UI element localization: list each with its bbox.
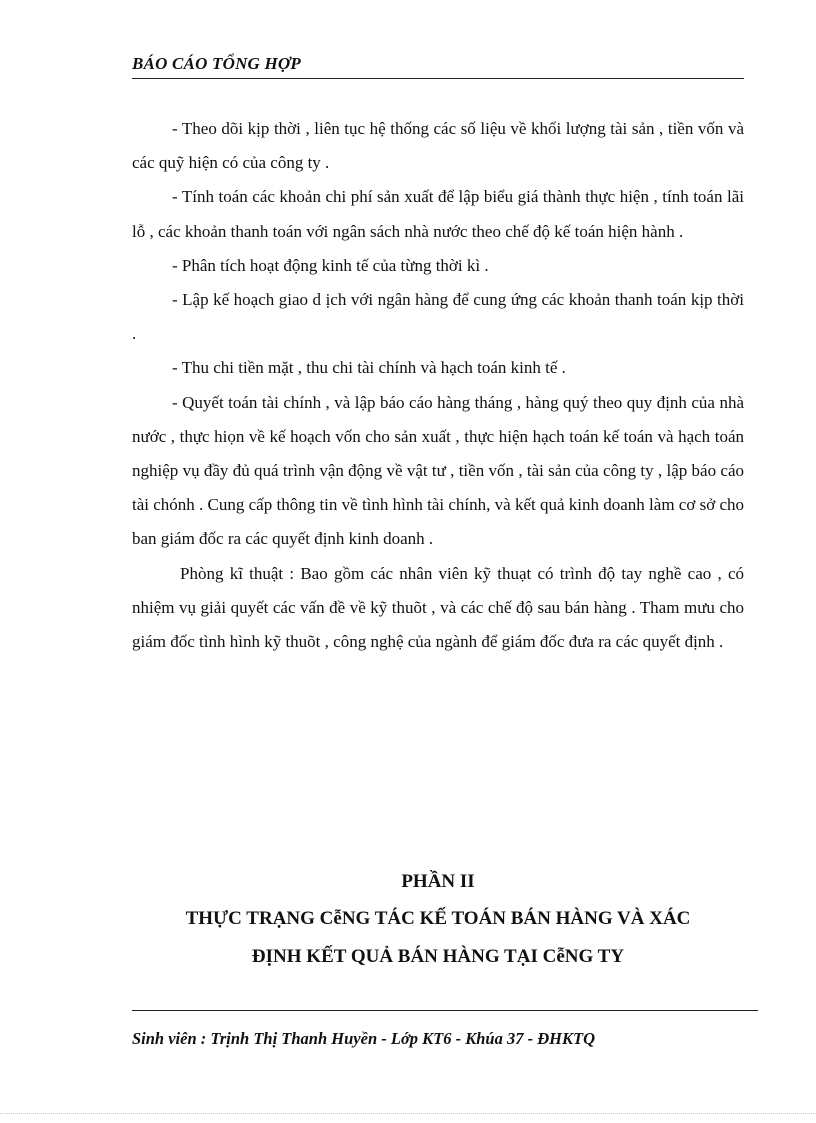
page-edge-divider	[0, 1113, 816, 1114]
paragraph: - Lập kế hoạch giao d ịch với ngân hàng để cung ứng các khoản thanh toán kịp thời .	[132, 290, 744, 344]
body-text	[132, 112, 744, 659]
paragraph: - Phân tích hoạt động kinh tế của từng thời kì .	[172, 255, 489, 275]
section-title-line-2: ĐỊNH KẾT QUẢ BÁN HÀNG TẠI CễNG TY	[251, 946, 625, 967]
page-header	[132, 52, 744, 79]
section-title-line-1: THỰC TRẠNG CễNG TÁC KẾ TOÁN BÁN HÀNG VÀ XÁC	[185, 908, 691, 929]
header-title: BÁO CÁO TỔNG HỢP	[132, 54, 301, 73]
section-heading: PHẦN II	[401, 871, 475, 892]
paragraph: - Tính toán các khoản chi phí sản xuất để lập biểu giá thành thực hiện , tính toán lãi lỗ , các khoản thanh toán với ngân sách nhà nước theo chế độ kế toán hiện hành .	[132, 187, 744, 241]
paragraph: - Theo dõi kịp thời , liên tục hệ thống các số liệu về khối lượng tài sản , tiền vốn và các quỹ hiện có của công ty .	[132, 119, 744, 173]
footer-text: Sinh viên : Trịnh Thị Thanh Huyền - Lớp KT6 - Khúa 37 - ĐHKTQ	[132, 1029, 595, 1048]
paragraph: - Thu chi tiền mặt , thu chi tài chính và hạch toán kinh tế .	[172, 358, 566, 378]
paragraph: Phòng kĩ thuật : Bao gồm các nhân viên kỹ thuạt có trình độ tay nghề cao , có nhiệm vụ giải quyết các vấn đề về kỹ thuõt , và các chế độ sau bán hàng . Tham mưu cho giám đốc tình hình kỹ thuõt , công nghệ của ngành để giám đốc đưa ra các quyết định .	[132, 563, 744, 652]
page-footer	[132, 1010, 758, 1048]
paragraph: - Quyết toán tài chính , và lập báo cáo hàng tháng , hàng quý theo quy định của nhà nước , thực hiọn về kế hoạch vốn cho sản xuất , thực hiện hạch toán kế toán và hạch toán nghiệp vụ đầy đủ quá trình vận động về vật tư , tiền vốn , tài sản của công ty , lập báo cáo tài chónh . Cung cấp thông tin về tình hình tài chính, và kết quả kinh doanh làm cơ sở cho ban giám đốc ra các quyết định kinh doanh .	[132, 392, 744, 549]
